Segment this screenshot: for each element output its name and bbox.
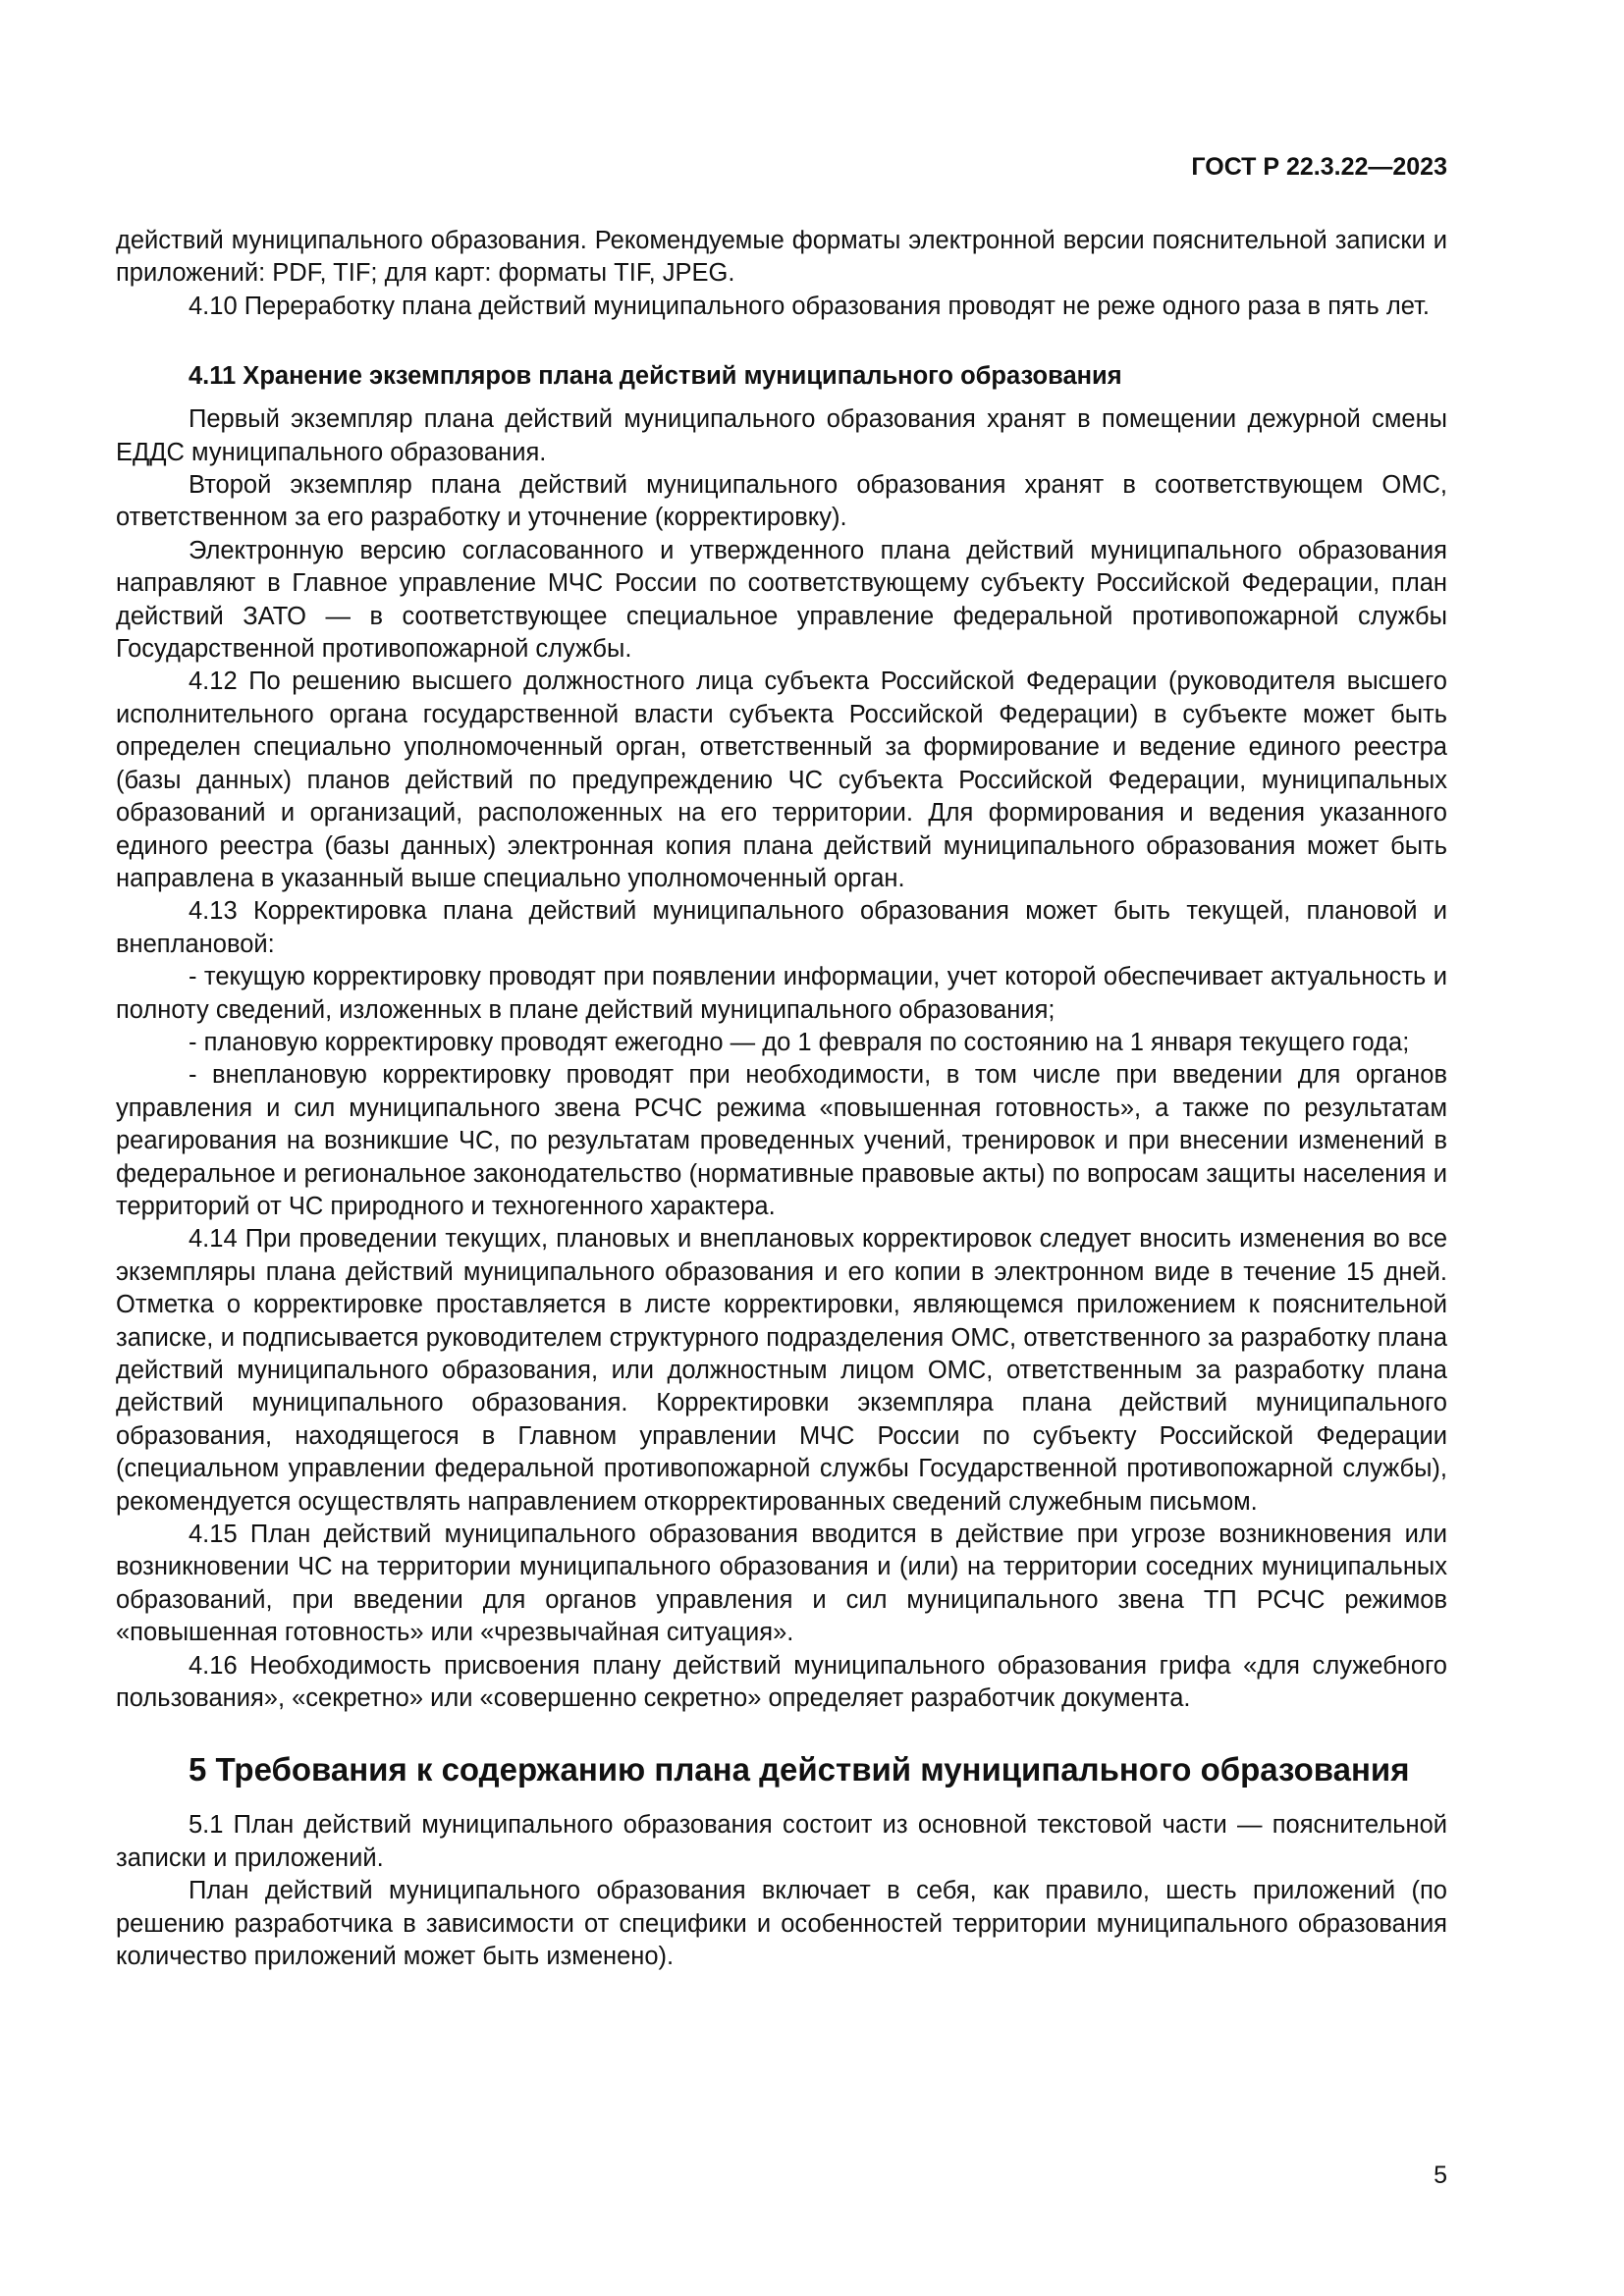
paragraph-4-13: 4.13 Корректировка плана действий муниципального образования может быть текущей, плановой и внеплановой: [116, 897, 1447, 958]
list-item-current: - текущую корректировку проводят при появлении информации, учет которой обеспечивает актуальность и полноту сведений, изложенных в плане действий муниципального образования; [116, 963, 1447, 1024]
subsection-heading-4-11: 4.11 Хранение экземпляров плана действий муниципального образования [189, 362, 1122, 391]
paragraph-4-10: 4.10 Переработку плана действий муниципального образования проводят не реже одного раза в пять лет. [189, 292, 1431, 320]
page-number: 5 [1434, 2162, 1447, 2189]
document-body [116, 225, 1447, 1974]
paragraph-4-12: 4.12 По решению высшего должностного лица субъекта Российской Федерации (руководителя высшего исполнительного органа государственной власти субъекта Российской Федерации) в субъекте может быть определен специально уполномоченный орган, ответственный за формирование и ведение единого реестра (базы данных) планов действий по предупреждению ЧС субъекта Российской Федерации, муниципальных образований и организаций, расположенных на его территории. Для формирования и ведения указанного единого реестра (базы данных) электронная копия плана действий муниципального образования может быть направлена в указанный выше специально уполномоченный орган. [116, 667, 1447, 892]
document-code-header: ГОСТ Р 22.3.22—2023 [1191, 153, 1447, 181]
section-heading-5: 5 Требования к содержанию плана действий муниципального образования [189, 1751, 1410, 1789]
paragraph-5-1: 5.1 План действий муниципального образования состоит из основной текстовой части — пояснительной записки и приложений. [116, 1811, 1447, 1872]
list-item-planned: - плановую корректировку проводят ежегодно — до 1 февраля по состоянию на 1 января текущего года; [189, 1028, 1410, 1056]
paragraph-4-11-second-copy: Второй экземпляр плана действий муниципального образования хранят в соответствующем ОМС, ответственном за его разработку и уточнение (корректировку). [116, 471, 1447, 532]
list-item-unplanned: - внеплановую корректировку проводят при необходимости, в том числе при введении для органов управления и сил муниципального звена РСЧС режима «повышенная готовность», а также по результатам реагирования на возникшие ЧС, по результатам проведенных учений, тренировок и при внесении изменений в федеральное и региональное законодательство (нормативные правовые акты) по вопросам защиты населения и территорий от ЧС природного и техногенного характера. [116, 1061, 1447, 1220]
paragraph-5-1-appendices: План действий муниципального образования включает в себя, как правило, шесть приложений (по решению разработчика в зависимости от специфики и особенностей территории муниципального образования количество приложений может быть изменено). [116, 1877, 1447, 1971]
paragraph-4-11-first-copy: Первый экземпляр плана действий муниципального образования хранят в помещении дежурной смены ЕДДС муниципального образования. [116, 405, 1447, 466]
paragraph-4-15: 4.15 План действий муниципального образования вводится в действие при угрозе возникновения или возникновении ЧС на территории муниципального образования и (или) на территории соседних муниципальных образований, при введении для органов управления и сил муниципального звена ТП РСЧС режимов «повышенная готовность» или «чрезвычайная ситуация». [116, 1521, 1447, 1647]
paragraph-4-11-electronic: Электронную версию согласованного и утвержденного плана действий муниципального образования направляют в Главное управление МЧС России по соответствующему субъекту Российской Федерации, план действий ЗАТО — в соответствующее специальное управление федеральной противопожарной службы Государственной противопожарной службы. [116, 536, 1447, 664]
paragraph-continuation: действий муниципального образования. Рекомендуемые форматы электронной версии пояснительной записки и приложений: PDF, TIF; для карт: форматы TIF, JPEG. [116, 227, 1447, 288]
paragraph-4-16: 4.16 Необходимость присвоения плану действий муниципального образования грифа «для служебного пользования», «секретно» или «совершенно секретно» определяет разработчик документа. [116, 1651, 1447, 1713]
paragraph-4-14: 4.14 При проведении текущих, плановых и внеплановых корректировок следует вносить изменения во все экземпляры плана действий муниципального образования и его копии в электронном виде в течение 15 дней. Отметка о корректировке проставляется в листе корректировки, являющемся приложением к пояснительной записке, и подписывается руководителем структурного подразделения ОМС, ответственного за разработку плана действий муниципального образования, или должностным лицом ОМС, ответственным за разработку плана действий муниципального образования. Корректировки экземпляра плана действий муниципального образования, находящегося в Главном управлении МЧС России по субъекту Российской Федерации (специальном управлении федеральной противопожарной службы Государственной противопожарной службы), рекомендуется осуществлять направлением откорректированных сведений служебным письмом. [116, 1225, 1447, 1516]
